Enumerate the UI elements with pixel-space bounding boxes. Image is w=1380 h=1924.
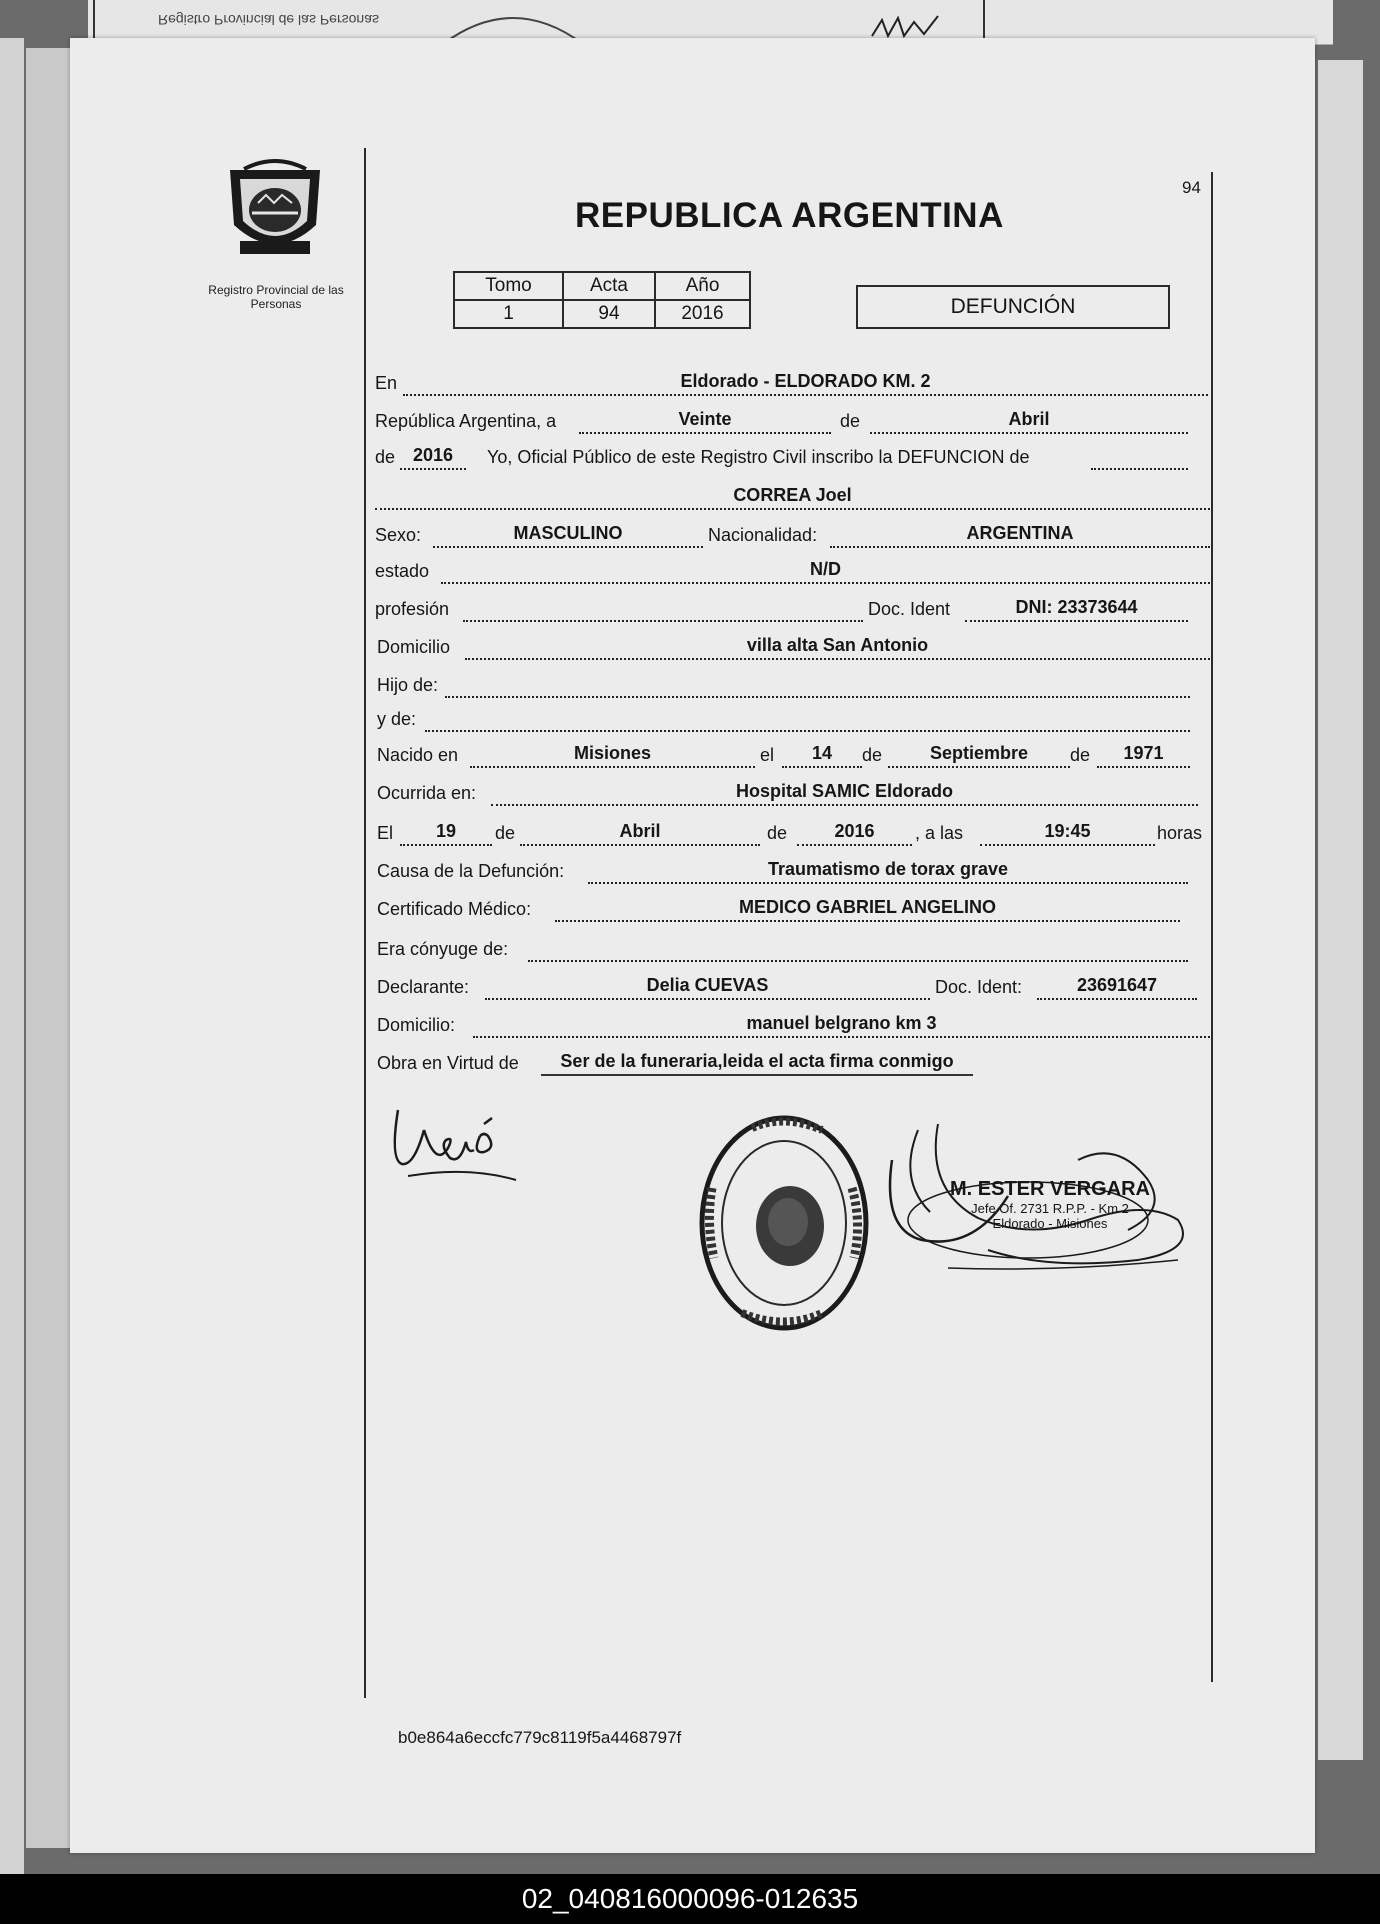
row-name <box>375 482 1210 512</box>
registrar-seal <box>930 1178 1170 1231</box>
row-republica <box>375 406 1210 436</box>
blank-field <box>1091 442 1188 470</box>
conyuge-label: Era cónyuge de: <box>377 939 509 959</box>
a-las-label: , a las <box>915 823 964 843</box>
hijo-field <box>445 670 1190 698</box>
estado-field: N/D <box>441 556 1210 584</box>
ocurrida-label: Ocurrida en: <box>377 783 477 803</box>
el-label: el <box>760 745 775 765</box>
causa-label: Causa de la Defunción: <box>377 861 565 881</box>
de-label: de <box>495 823 516 843</box>
sexo-field: MASCULINO <box>433 520 703 548</box>
horas-label: horas <box>1157 823 1203 843</box>
registry-caption: Registro Provincial de las Personas <box>208 283 344 311</box>
obra-field: Ser de la funeraria,leida el acta firma conmigo <box>541 1048 973 1076</box>
y-de-label: y de: <box>377 709 417 729</box>
year-field: 2016 <box>400 442 466 470</box>
certificado-field: MEDICO GABRIEL ANGELINO <box>555 894 1180 922</box>
obra-label: Obra en Virtud de <box>377 1053 519 1073</box>
de-label: de <box>840 411 861 431</box>
tomo-header: Tomo <box>454 272 563 300</box>
profesion-label: profesión <box>375 599 450 619</box>
row-en <box>375 368 1210 398</box>
row-obra <box>375 1048 1210 1078</box>
provincial-crest-icon <box>220 155 330 265</box>
row-conyuge <box>375 934 1210 964</box>
registrar-location: Eldorado - Misiones <box>992 1216 1108 1231</box>
declarante-doc-field: 23691647 <box>1037 972 1197 1000</box>
certificate-id: b0e864a6eccfc779c8119f5a4468797f <box>398 1728 682 1747</box>
de-label: de <box>767 823 788 843</box>
record-type-box: DEFUNCIÓN <box>856 285 1170 329</box>
anio-value: 2016 <box>655 300 750 328</box>
acta-value: 94 <box>563 300 655 328</box>
declarant-signature <box>388 1080 528 1190</box>
row-y-de <box>375 704 1210 734</box>
nacionalidad-field: ARGENTINA <box>830 520 1210 548</box>
row-estado <box>375 556 1210 586</box>
row-declarante <box>375 972 1210 1002</box>
birth-year-field: 1971 <box>1097 740 1190 768</box>
right-margin-rule <box>1211 172 1213 1682</box>
mirrored-text: Registro Provincial de las Personas <box>158 12 379 28</box>
domicilio-declarante-field: manuel belgrano km 3 <box>473 1010 1210 1038</box>
domicilio-field: villa alta San Antonio <box>465 632 1210 660</box>
row-sexo <box>375 520 1210 550</box>
intro-text: Yo, Oficial Público de este Registro Civil inscribo la DEFUNCION de <box>487 447 1030 467</box>
causa-field: Traumatismo de torax grave <box>588 856 1188 884</box>
ocurrida-field: Hospital SAMIC Eldorado <box>491 778 1198 806</box>
sexo-label: Sexo: <box>375 525 422 545</box>
left-margin-rule <box>364 148 366 1698</box>
row-causa <box>375 856 1210 886</box>
de-label: de <box>375 447 396 467</box>
domicilio-label: Domicilio <box>377 637 451 657</box>
estado-label: estado <box>375 561 430 581</box>
el-label: El <box>377 823 394 843</box>
month-field: Abril <box>870 406 1188 434</box>
y-de-field <box>425 704 1190 732</box>
under-sheet-left <box>0 38 24 1874</box>
republica-label: República Argentina, a <box>375 411 557 431</box>
day-words-field: Veinte <box>579 406 831 434</box>
row-intro <box>375 442 1210 472</box>
file-code-bar <box>0 1874 1380 1924</box>
registrar-name: M. ESTER VERGARA <box>949 1178 1151 1200</box>
official-stamp <box>692 1108 882 1338</box>
under-sheet-edge <box>26 48 70 1848</box>
doc-ident-label: Doc. Ident <box>868 599 951 619</box>
row-hijo <box>375 670 1210 700</box>
row-fecha <box>375 818 1210 848</box>
row-domicilio <box>375 632 1210 662</box>
row-profesion <box>375 594 1210 624</box>
deceased-name-field: CORREA Joel <box>375 482 1210 510</box>
tomo-value: 1 <box>454 300 563 328</box>
register-table <box>453 271 751 329</box>
death-year-field: 2016 <box>797 818 912 846</box>
row-ocurrida <box>375 778 1210 808</box>
profesion-field <box>463 594 863 622</box>
en-label: En <box>375 373 398 393</box>
birthplace-field: Misiones <box>470 740 755 768</box>
registrar-title: Jefe Of. 2731 R.P.P. - Km 2 <box>971 1201 1129 1216</box>
row-nacido <box>375 740 1210 770</box>
conyuge-field <box>528 934 1188 962</box>
birth-month-field: Septiembre <box>888 740 1070 768</box>
acta-header: Acta <box>563 272 655 300</box>
nacionalidad-label: Nacionalidad: <box>708 525 818 545</box>
file-code: 02_040816000096-012635 <box>521 1883 859 1914</box>
de-label: de <box>1070 745 1091 765</box>
declarante-field: Delia CUEVAS <box>485 972 930 1000</box>
domicilio-label: Domicilio: <box>377 1015 456 1035</box>
birth-day-field: 14 <box>782 740 862 768</box>
doc-ident-label: Doc. Ident: <box>935 977 1023 997</box>
row-certificado <box>375 894 1210 924</box>
declarante-label: Declarante: <box>377 977 470 997</box>
certificado-label: Certificado Médico: <box>377 899 532 919</box>
de-label: de <box>862 745 883 765</box>
page-number: 94 <box>1182 178 1201 197</box>
hijo-label: Hijo de: <box>377 675 439 695</box>
death-time-field: 19:45 <box>980 818 1155 846</box>
death-day-field: 19 <box>400 818 492 846</box>
place-field: Eldorado - ELDORADO KM. 2 <box>403 368 1208 396</box>
under-sheet-right <box>1318 60 1363 1760</box>
document-title: REPUBLICA ARGENTINA <box>575 196 1004 235</box>
death-month-field: Abril <box>520 818 760 846</box>
row-domicilio-declarante <box>375 1010 1210 1040</box>
doc-ident-field: DNI: 23373644 <box>965 594 1188 622</box>
anio-header: Año <box>655 272 750 300</box>
nacido-label: Nacido en <box>377 745 459 765</box>
